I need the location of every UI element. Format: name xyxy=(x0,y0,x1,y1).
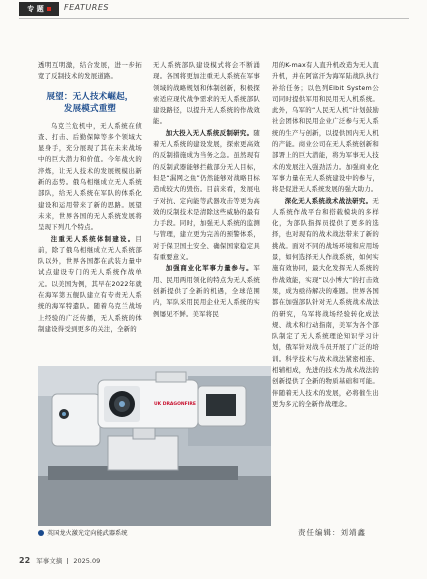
red-square-icon xyxy=(47,7,51,11)
text-column-2 xyxy=(153,60,260,320)
paragraph xyxy=(38,234,142,336)
paragraph xyxy=(153,128,260,264)
paragraph xyxy=(153,263,260,319)
section-tag xyxy=(19,2,59,16)
section-tag-label: 专 题 xyxy=(27,5,44,13)
section-title-line-2: 发展模式重塑 xyxy=(63,103,117,114)
section-en-label: FEATURES xyxy=(64,3,109,12)
laser-weapon-photo xyxy=(38,366,271,526)
paragraph-body: 军用、民用两用领化的特点为无人系统创新提供了全新的机遇，全球范围内，军队采用民用企业无人系统的实例屡见不鲜。美军将民 xyxy=(153,264,260,318)
issue-date: 2025.09 xyxy=(73,557,101,565)
section-title-line-1: 展望：无人技术崛起， xyxy=(46,91,134,102)
paragraph-subhead: 深化无人系统战术战法研究。 xyxy=(284,196,373,205)
magazine-name: 军事文摘 xyxy=(36,557,63,565)
caption-bullet-icon xyxy=(38,530,44,536)
caption-text: 英国龙火激光定向能武器系统 xyxy=(47,530,128,537)
dragonfire-label: UK DRAGONFIRE xyxy=(154,402,196,407)
paragraph: 乌克兰危机中，无人系统在侦查、打击、后勤保障等多个领域大显身手，充分展现了其在未来战场中的巨大潜力和价值。今年战火的淬炼，让无人技术的发展规模出新新的态势。俄乌相继成立无人系统部队，给无人系统在军队的体系化建设和运用带来了新的思路。展望未来，世界各国的无人系统发展将呈现下列几个特点。 xyxy=(38,121,142,232)
page-header xyxy=(0,2,427,16)
text-column-3 xyxy=(272,60,379,410)
paragraph-subhead: 注重无人系统体制建设。 xyxy=(50,234,136,243)
paragraph xyxy=(272,196,379,411)
paragraph-body: 随着无人系统的建设发展，探索更高效的反制措施成为当务之急。虽然现有的反制武器能够拦截部分无人目标，但是“漏网之鱼”仍然能够对战略目标造成较大的毁伤。目前来看，发展电子对抗、定向能等武器攻击等更为高效的反制技术是清除这些威胁的最有力手段。同时，加强无人系统的监测与管理，建立更为完善的预警体系，对于保卫国土安全、确保国家稳定具有重要意义。 xyxy=(153,128,260,262)
header-divider xyxy=(19,18,409,19)
photo-caption xyxy=(38,529,127,538)
footer-divider xyxy=(67,558,68,564)
paragraph-subhead: 加强商业化军事力量参与。 xyxy=(165,264,254,273)
paragraph-body: 无人系统作战平台和搭载模块的多样化，为部队指挥员提供了更多的选择，也对现有的战术战法带来了新的挑战。面对不同的战场环境和应用场景，如何选择无人作战系统，如何实施有效协同，最大化发挥无人系统的作战效能，实现“以小博大”的打击效果，成为亟待解决的难题。世界各国都在加强部队针对无人系统战术战法的研究，乌军将战场经验转化成法规、战术和行动指南，美军为各个部队制定了无人系统理论知识学习计划，俄军针对战斗员开展了广泛的培训。科学技术与战术战法紧密相连、相辅相成，先进的技术为战术战法的创新提供了全新的物质基础和可能。伴随着无人技术的发展，必将催生出更为多元的全新作战理念。 xyxy=(272,196,379,408)
text-column-1 xyxy=(38,60,142,335)
responsible-editor: 责任编辑：刘靖鑫 xyxy=(298,528,366,537)
laser-weapon-illustration xyxy=(38,366,271,526)
page-number: 22 xyxy=(19,556,31,565)
paragraph-subhead: 加大投入无人系统反制研究。 xyxy=(165,128,254,137)
section-title xyxy=(38,91,142,115)
paragraph: 无人系统部队建设模式将会不断涌现。各国将更加注重无人系统在军事领域的战略规划和体制创新，积极探索适应现代战争需求的无人系统部队建设路径，以提升无人系统的作战效能。 xyxy=(153,61,260,126)
page-footer xyxy=(19,556,100,565)
paragraph-body: 目前，除了俄乌相继成立无人系统部队以外，世界各国都在武装力量中试点建设专门的无人系统作战单元。以美国为例，其早在2022年就在海军第五舰队建立有专责无人系统的海军特遣队。随着乌克兰战场上经验的广泛传播，无人系统的体制建设得受到更多的关注，全新的 xyxy=(38,234,142,333)
paragraph: 透明互明激，结合发展，进一步拓宽了反制技术的发展道路。 xyxy=(38,61,142,81)
paragraph: 用的K-max有人直升机改造为无人直升机，并在阿富汗为海军陆战队执行补给任务；以色列Elbit System公司同时提供军用和民用无人机系统。此外，乌军的“人民无人机”计划鼓励社会团体和民用企业广泛参与无人系统的生产与创新，以提供国内无人机的产能。商业公司在无人系统创新和部署上的巨大潜能，将为军事无人技术的发展注入强劲活力。加强商业化军事力量在无人系统建设中的参与，将是促进无人系统发展的强大助力。 xyxy=(272,61,379,194)
